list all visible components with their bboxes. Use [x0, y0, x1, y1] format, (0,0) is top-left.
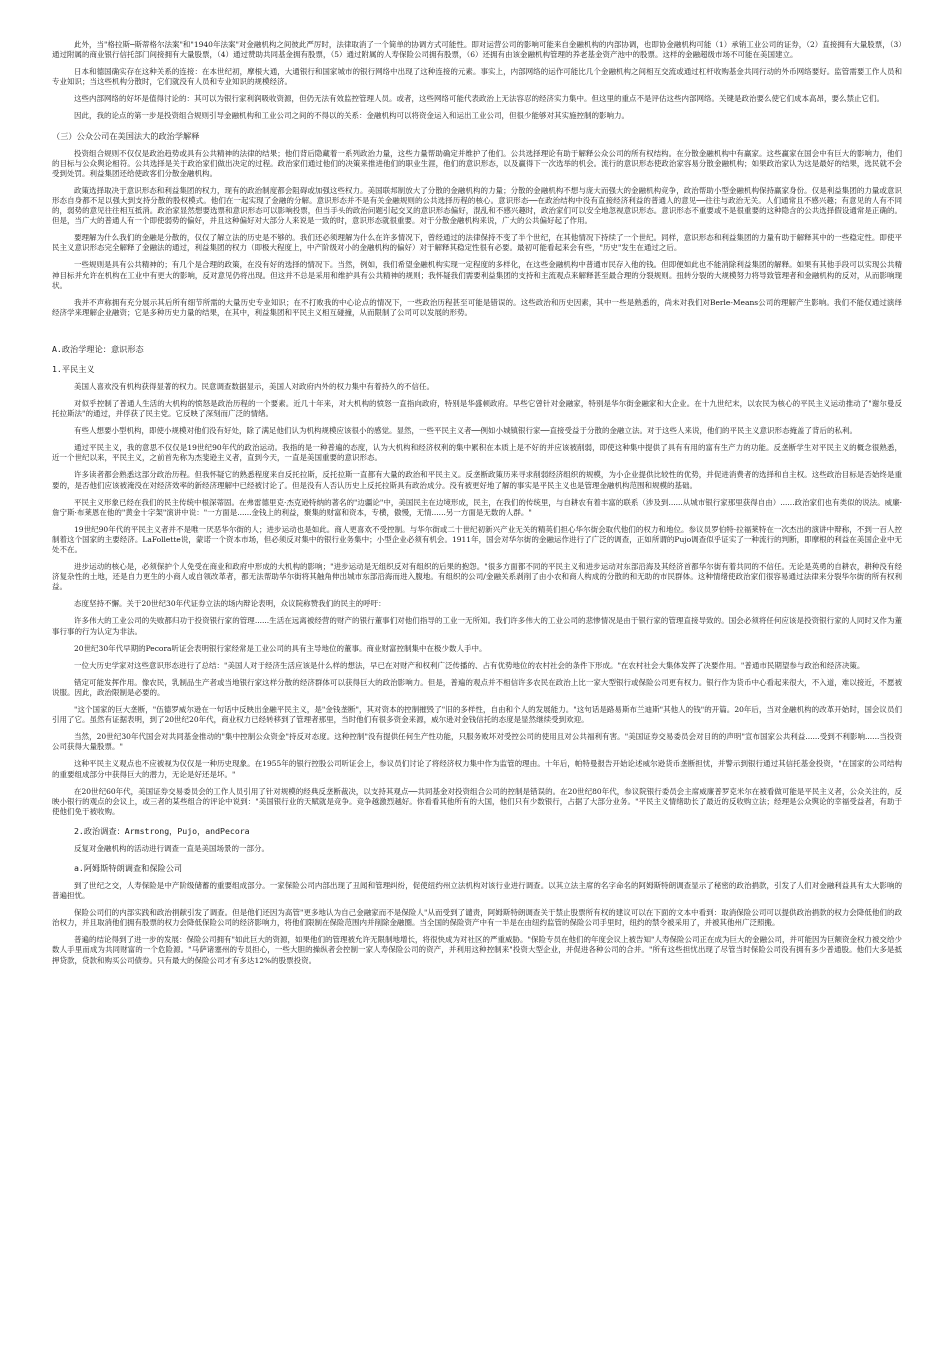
paragraph: 当然，20世纪30年代国会对共同基金推动的"集中控制公众资金"持反对态度。这种控制"没有提供任何生产性功能，只服务败坏对受控公司的使用且对公共福利有害。"美国证券交易委员会对目的的声明"宣布国家公共利益......受到不利影响......当投资公司获得大量股票。" [52, 732, 902, 752]
paragraph: "这个国家的巨大垄断，"伍德罗威尔逊在一句话中反映出金融平民主义，是"金钱垄断"，其对资本的控制摧毁了"旧的多样性，自由和个人的发展能力。"这句话是路易斯布兰迪斯"其他人的钱"的开篇。20年后，当对金融机构的改革开始时，国会议员们引用了它。虽然有证据表明，到了20世纪20年代，商业权力已经转移到了管理者那里，当时他们有很多资金来源，威尔逊对金钱信托的态度是显然继续受到欢迎。 [52, 705, 902, 725]
paragraph: 这些内部网络的好坏是值得讨论的：其可以为银行家利润吸收资源，但仍无法有效监控管理人员。或者，这些网络可能代表政治上无法容忍的经济实力集中。但这里的重点不是评估这些内部网络。关键是政治要么使它们成本高昂，要么禁止它们。 [74, 94, 884, 104]
paragraph: 在20世纪60年代，美国证券交易委员会的工作人员引用了针对规模的经典反垄断裁决，以支持其观点──共同基金对投资组合公司的控制是错误的。在20世纪80年代，参议院银行委员会主席威廉普罗克米尔在被看做可能是平民主义者，公众关注的，反映小银行的观点的会议上，或三者的某些组合的评论中说到："美国银行业的天赋就是竞争。竞争越激烈越好。你看看其他所有的大国，他们只有少数银行，占据了大部分业务。"平民主义情绪助长了最近的反收购立法；经理是公众舆论的幸福受益者，有助于使他们免于被收购。 [52, 786, 902, 816]
paragraph: 投资组合规则不仅仅是政治趋势或具有公共精神的法律的结果；他们背后隐藏着一系列政治力量，这些力量帮助确定并维护了他们。公共选择理论有助于解释公众公司的所有权结构。在分散金融机构中有赢家。这些赢家在国会中有巨大的影响力，他们的目标与公众舆论相符。公共选择是关于政治家们做出决定的过程。政治家们通过他们的决策来推进他们的职业生涯，他们的意识形态，以及赢得下一次选举的机会。流行的意识形态使政治家容易分散金融机构；如果政治家认为这是最好的结果，选民就不会受到处罚。利益集团还给使政客们分散金融机构。 [52, 148, 902, 178]
section-heading: A.政治学理论：意识形态 [52, 343, 144, 354]
paragraph: 有些人想要小型机构，即使小规模对他们没有好处，除了满足他们认为机构规模应该很小的感觉。显然，一些平民主义者──例如小城镇银行家──直接受益于分散的金融立法。对于这些人来说，他们的平民主义意识形态掩盖了背后的私利。 [74, 426, 858, 436]
section-heading: 2.政治调查：Armstrong，Pujo，andPecora [74, 825, 250, 836]
paragraph: 政策选择取决于意识形态和利益集团的权力，现有的政治制度都会阻碍或加强这些权力。美国联邦制放大了分散的金融机构的力量；分散的金融机构不想与庞大而强大的金融机构竞争，政治帮助小型金融机构保持赢家身份。仅是利益集团的力量或意识形态自身都不足以强大到支持分散的股权模式。他们在一起实现了金融的分解。意识形态并不是有关金融规则的公共选择历程的核心。意识形态──在政治结构中没有直接经济利益的普通人的意见──往往与政治无关。人们通常且不感兴趣；有意见的人有不同的，弱势的意见往往相互抵消。政治家显然想要选票和意识形态可以影响投票，但当手头的政治问题引起交叉的意识形态偏好，混乱和不感兴趣时，政治家们可以安全地忽视意识形态。意识形态不重要或不是很重要的这种隐含的公共选择假设通常是正确的。但是，当广大的普通人有一个即使弱势的偏好，并且这种偏好对大部分人来说是一致的时，意识形态就很重要。对于分散金融机构来说，广大的公共偏好起了作用。 [52, 185, 902, 226]
paragraph: 因此，我的论点的第一步是投资组合规则引导金融机构和工业公司之间的不得以的关系：金融机构可以将资金运入和运出工业公司，但很少能够对其实施控制的影响力。 [74, 111, 629, 121]
paragraph: 态度坚持不懈。关于20世纪30年代证券立法的场内辩论表明，众议院称赞我们的民主的呼吁： [74, 599, 386, 609]
paragraph: 许多伟大的工业公司的失败都归功于投资银行家的管理......生活在远离被经营的财产的银行董事们对他们指导的工业一无所知。我们许多伟大的工业公司的悲惨情况是由于银行家的管理直接导致的。国会必须将任何应该是投资银行家的人同时又作为董事行事的行为认定为非法。 [52, 616, 902, 636]
section-heading: a.阿姆斯特朗调查和保险公司 [74, 862, 183, 873]
paragraph: 日本和德国确实存在这种关系的连接：在本世纪初，摩根大通，大通银行和国家城市的银行网络中出现了这种连接的元素。事实上，内部网络的运作可能比几个金融机构之间相互交流或通过杠杆收购基金共同行动的外币网络要好。监管需要工作人员和专业知识；当这些机构分散时，它们就没有人员和专业知识的规模经济。 [52, 67, 902, 87]
paragraph: 错定可能发挥作用。像农民，乳制品生产者或当地银行家这样分散的经济群体可以获得巨大的政治影响力。但是，普遍的观点并不相信许多农民在政治上比一家大型银行或保险公司更有权力。银行作为货币中心看起来很大，不入道，难以接近，不愿被说服。因此，政治限制是必要的。 [52, 677, 902, 697]
paragraph: 保险公司们的内部实践和政治捐献引发了调查。但是他们还因为高管"更多地认为自己金融家而不是保险人"从而受到了谴责，阿姆斯特朗调查关于禁止股票所有权的建议可以在下面的文本中看到：取消保险公司可以提供政治捐款的权力会降低他们的政治权力，并且取消他们拥有股票的权力会降低保险公司的经济影响力，将他们限制在保险范围内并削除金融圈。当全国的保险资产中有一半是在由纽约监管的保险公司手里时，纽约的禁令被采用了，并被其他州广泛照搬。 [52, 908, 902, 928]
paragraph: 此外，当"格拉斯─斯蒂格尔法案"和"1940年法案"对金融机构之间彼此严厉时，法律取消了一个简单的协调方式可能性。即对运营公司的影响可能来自金融机构的内部协调，也即协金融机构可能（1）承销工业公司的证券，（2）直接拥有大量股票，（3）通过附属的商业银行信托部门间接拥有大量股票，（4）通过赞助共同基金拥有股票，（5）通过附属的人寿保险公司拥有股票，（6）还拥有由该金融机构管理的养老基金资产池中的股票。这样的金融超级市场不可能在美国建立。 [52, 40, 902, 60]
paragraph: 要理解为什么我们的金融是分散的，仅仅了解立法的历史是不够的。我们还必须理解为什么在许多情况下，曾经通过的法律保持不变了半个世纪，在其他情况下持续了一个世纪。同样，意识形态和利益集团的力量有助于解释其中的一些稳定性。即使平民主义意识形态完全解释了金融法的通过，利益集团的权力（即极大程度上，中产阶级对小的金融机构的偏好）对于解释其稳定性很有必要。最初可能看起来会有些，"历史"发生在通过之后。 [52, 233, 902, 253]
paragraph: 美国人喜欢没有机构获得显著的权力。民意调查数据显示，美国人对政府内外的权力集中有着持久的不信任。 [74, 381, 434, 391]
paragraph: 平民主义形象已经在我们的民主传统中根深蒂固。在弗雷德里克·杰克逊特纳的著名的"边疆论"中，美国民主在边境形成，民主，在我们的传统里，与自耕农有着丰富的联系（涉及到......从城市银行家那里获得自由）......政治家们也有类似的说法。威廉·詹宁斯·布莱恩在他的"黄金十字架"演讲中说："一方面是......金钱上的利益，聚集的财富和资本，专横，傲慢，无情......另一方面是无数的人群。" [52, 497, 902, 517]
paragraph: 普遍的结论得到了进一步的发展：保险公司拥有"如此巨大的资源，如果他们的管理被允许无限制地增长，将很快成为对社区的严重威胁。"保险专员在他们的年度会议上被告知"人寿保险公司正在成为巨大的金融公司，并可能因为巨额资金权力被交给少数人手里而成为共同财富的一个危险源。"马萨诸塞州的专员担心，一些大胆的操纵者会控制一家人寿保险公司的资产，并利用这种控制来"投资大型企业，并促进各种公司的合并。"所有这些担忧出现了尽管当时保险公司没有拥有多少普通股。他们大多是抵押贷款，贷款和购买公司债券。只有最大的保险公司才有多达12%的股票投资。 [52, 935, 902, 965]
section-heading: 1.平民主义 [52, 363, 95, 374]
paragraph: 这种平民主义观点也不应被视为仅仅是一种历史现象。在1955年的银行控股公司听证会上，参议员们讨论了将经济权力集中作为监管的理由。十年后，帕特曼报告开始论述威尔逊货币垄断担忧，并警示到银行通过其信托基金投资，"在国家的公司结构的重要组成部分中获得巨大的潜力，无论是好还是坏。" [52, 759, 902, 779]
paragraph: 通过平民主义，我的意思不仅仅是19世纪90年代的政治运动。我指的是一种普遍的态度，认为大机构和经济权利的集中累积在本质上是不好的并应该被削弱，即使这种集中提供了具有有用的富有生产力的功能。反垄断学生对平民主义的概念很熟悉，近一个世纪以来，平民主义，之前首先称为杰斐逊主义者，直到今天，一直是美国重要的意识形态。 [52, 443, 902, 463]
section-spacer [52, 325, 902, 335]
document-page [52, 40, 902, 973]
paragraph: 一些规则是具有公共精神的；有几个是合理的政策，在没有好的选择的情况下。当然，例如，我们希望金融机构实现一定程度的多样化，在这些金融机构中普通市民存入他的钱。但即便如此也不能消除利益集团的解释。如果有其他手段可以实现公共精神目标并允许在机构在工业中有更大的影响，反对意见仍将出现。但这并不总是采用和维护具有公共精神的规则；我怀疑我们需要利益集团的支持和主流观点来解释甚至最合理的分裂规则。扭转分裂的大规模努力将导致管理者和金融机构的反对，从而影响现状。 [52, 260, 902, 290]
paragraph: 一位大历史学家对这些意识形态进行了总结："美国人对于经济生活应该是什么样的想法，早已在对财产和权利广泛传播的、占有优势地位的农村社会的条件下形成。"在农村社会大集体发挥了决要作用。"普通市民期望参与政治和经济决策。 [74, 660, 865, 670]
paragraph: 进步运动的核心是，必须保护个人免受在商业和政府中形成的大机构的影响；"进步运动是无组织反对有组织的后果的抱怨。"很多方面都不同的平民主义和进步运动对东部沿海及其经济首都华尔街有着共同的不信任。无论是英勇的自耕农，耕种没有经济复杂性的土地，还是自力更生的小商人或自领改革者，都无法帮助华尔街将其触角伸出城市东部沿海而进入腹地。有组织的公司/金融关系剥削了由小农和商人构成的分散的和无助的市民群体。这种情绪使政治家们很容易通过法律来分裂华尔街的所有权利益。 [52, 562, 902, 592]
paragraph: 对似乎控制了普通人生活的大机构的愤怒是政治历程的一个要素。近几十年来，对大机构的愤怒一直指向政府，特别是华盛顿政府。早些它曾针对金融家，特别是华尔街金融家和大企业。在十九世纪末，以农民为核心的平民主义运动推动了"谢尔曼反托拉斯法"的通过，并俘获了民主党。它反映了深刻而广泛的情绪。 [52, 398, 902, 419]
paragraph: 到了世纪之交，人寿保险是中产阶级储蓄的重要组成部分。一家保险公司内部出现了丑闻和管理纠纷，促使纽约州立法机构对该行业进行调查。以其立法主席的名字命名的阿姆斯特朗调查显示了秘密的政治捐款，引发了人们对金融利益具有太大影响的普遍担忧。 [52, 880, 902, 901]
paragraph: 19世纪90年代的平民主义者并不是唯一厌恶华尔街的人；进步运动也是如此。商人更喜欢不受控制。与华尔街或二十世纪初新兴产业无关的精英们担心华尔街会取代他们的权力和地位。参议员罗伯特·拉福莱特在一次杰出的演讲中辩称，不到一百人控制着这个国家的主要经济。LaFollette说，蒙诺一个资本市场，但必须反对集中的银行业务集中；小型企业必须有机会。1911年，国会对华尔街的金融运作进行了广泛的调查，正如所谓的Pujo调查似乎证实了一种流行的判断，即摩根的利益在美国企业中无处不在。 [52, 524, 902, 554]
paragraph: 反复对金融机构的活动进行调查一直是美国场景的一部分。 [74, 843, 269, 853]
paragraph: 许多读者都会熟悉这部分政治历程。但我怀疑它的熟悉程度来自反托拉斯，反托拉斯一直都有大量的政治和平民主义。反垄断政策历来寻求削弱经济组织的规模，为小企业提供比较性的优势，并促进消费者的选择和自主权。这些政治目标是否始终是重要的，是否他们应该被淹没在对经济效率的新经济理解中已经被讨论了。但是没有人否认历史上反托拉斯具有政治成分。没有被更好地了解的事实是平民主义也是管理金融机构范围和规模的基础。 [52, 470, 902, 490]
paragraph: 我并不声称拥有充分展示其后所有细节所需的大量历史专业知识；在不打败我的中心论点的情况下，一些政治历程甚至可能是错误的。这些政治和历史因素，其中一些是熟悉的，尚未对我们对Berle-Means公司的理解产生影响。我们不能仅通过演绎经济学来理解企业融资；它是多种历史力量的结果，在其中，利益集团和平民主义相互碰撞，从而限制了公司可以发展的形势。 [52, 297, 902, 317]
section-heading: （三）公众公司在美国法大的政治学解释 [52, 130, 200, 141]
paragraph: 20世纪30年代早期的Pecora听证会表明银行家经常是工业公司的具有主导地位的董事。商业财富控制集中在极少数人手中。 [74, 643, 487, 653]
